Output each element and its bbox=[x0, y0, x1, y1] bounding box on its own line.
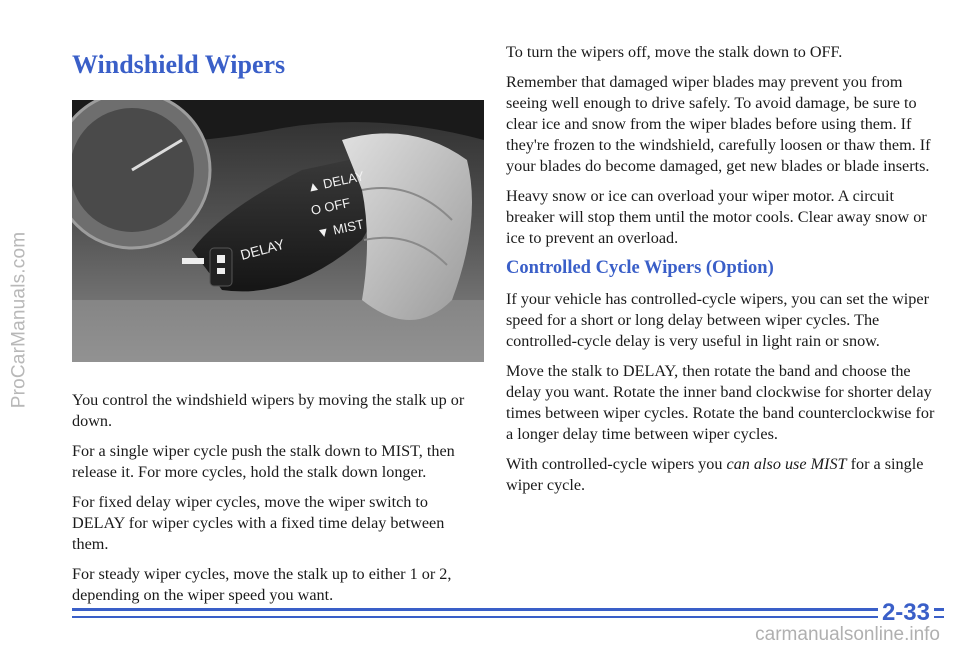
emphasis-run: can also use MIST bbox=[726, 455, 847, 473]
stalk-label-mist: ▼ MIST bbox=[315, 216, 366, 241]
paragraph: For a single wiper cycle push the stalk down to MIST, then release it. For more cycles, hold the stalk down longer. bbox=[72, 442, 455, 481]
paragraph: If your vehicle has controlled-cycle wipers, you can set the wiper speed for a short or long delay between wiper cycles. The controlled-cycle delay is very useful in light rain or snow. bbox=[506, 290, 929, 350]
band-label-delay: DELAY bbox=[238, 235, 287, 263]
footer-rule bbox=[72, 616, 944, 618]
paragraph-last bbox=[506, 454, 936, 496]
section-title: Windshield Wipers bbox=[72, 50, 286, 79]
bottom-watermark: carmanualsonline.info bbox=[755, 624, 940, 645]
paragraph: For fixed delay wiper cycles, move the wiper switch to DELAY for wiper cycles with a fixed time delay between them. bbox=[72, 493, 445, 553]
page-number: 2-33 bbox=[878, 599, 934, 627]
left-column bbox=[72, 50, 482, 615]
paragraph: Remember that damaged wiper blades may prevent you from seeing well enough to drive safely. To avoid damage, be sure to clear ice and snow from the wiper blades before using them. If they're frozen to the windshield, carefully loosen or thaw them. If your blades do become damaged, get new blades or blade inserts. bbox=[506, 73, 931, 175]
paragraph: To turn the wipers off, move the stalk down to OFF. bbox=[506, 43, 843, 61]
paragraph: You control the windshield wipers by moving the stalk up or down. bbox=[72, 391, 465, 430]
wiper-stalk-illustration bbox=[72, 100, 484, 362]
paragraph: Heavy snow or ice can overload your wiper motor. A circuit breaker will stop them until the motor cools. Clear away snow or ice to prevent an overload. bbox=[506, 187, 927, 247]
subsection-title: Controlled Cycle Wipers (Option) bbox=[506, 258, 774, 278]
wiper-stalk-photo bbox=[72, 100, 484, 362]
right-column bbox=[506, 42, 936, 505]
paragraph: Move the stalk to DELAY, then rotate the band and choose the delay you want. Rotate the inner band clockwise for shorter delay times between wiper cycles. Rotate the band counterclockwise for a longer delay time between wiper cycles. bbox=[506, 362, 935, 443]
paragraph: For steady wiper cycles, move the stalk up to either 1 or 2, depending on the wiper speed you want. bbox=[72, 565, 452, 604]
stalk-label-off: O OFF bbox=[309, 195, 352, 218]
side-watermark bbox=[2, 40, 36, 600]
stalk-label-delay: ▲ DELAY bbox=[305, 168, 366, 195]
footer-rule bbox=[72, 608, 944, 611]
text-run: for a single wiper cycle. bbox=[506, 455, 924, 494]
side-watermark-text: ProCarManuals.com bbox=[8, 231, 30, 409]
text-run: With controlled-cycle wipers you bbox=[506, 455, 727, 473]
